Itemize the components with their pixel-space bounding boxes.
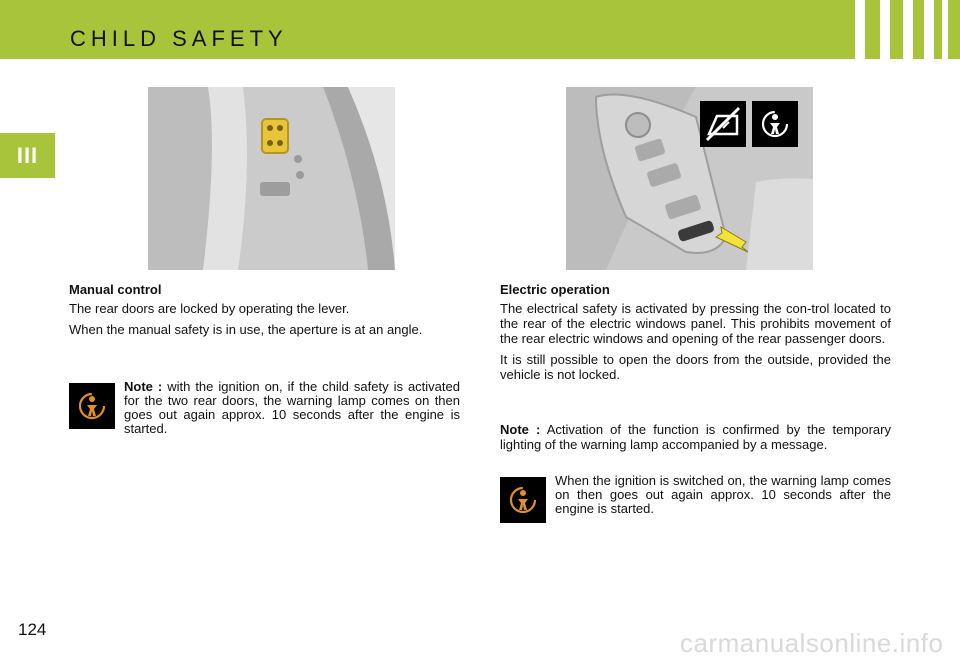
header-stripe <box>942 0 948 59</box>
header-bar <box>0 0 960 59</box>
section-heading: Manual control <box>69 282 162 297</box>
paragraph: It is still possible to open the doors from the outside, provided the vehicle is not locked. <box>500 352 891 382</box>
paragraph: The electrical safety is activated by pressing the con-trol located to the rear of the electric windows panel. This prohibits movement of the rear electric windows and opening of the rear passenger doors. <box>500 301 891 346</box>
note-block <box>124 380 460 436</box>
paragraph: When the manual safety is in use, the aperture is at an angle. <box>69 322 423 337</box>
chapter-tab <box>0 133 55 178</box>
note-label: Note : <box>500 422 541 437</box>
page-number: 124 <box>18 620 47 639</box>
electric-operation-section <box>500 282 891 388</box>
note-label: Note : <box>124 379 163 394</box>
header-stripe <box>855 0 865 59</box>
watermark: carmanualsonline.info <box>680 628 944 658</box>
window-lock-icon <box>700 101 746 147</box>
section-heading: Electric operation <box>500 282 610 297</box>
page-title: CHILD SAFETY <box>70 26 288 51</box>
door-lever-photo <box>148 87 395 270</box>
child-lock-warning-icon <box>500 477 546 523</box>
note-text: with the ignition on, if the child safety is activated for the two rear doors, the warning lamp comes on then goes out again approx. 10 seconds after the engine is started. <box>124 379 460 436</box>
note-text: Activation of the function is confirmed by the temporary lighting of the warning lamp accompanied by a message. <box>500 422 891 452</box>
chapter-label: III <box>16 142 39 168</box>
child-lock-warning-icon <box>752 101 798 147</box>
ignition-note: When the ignition is switched on, the warning lamp comes on then goes out again approx. 10 seconds after the engine is started. <box>555 473 891 516</box>
paragraph: The rear doors are locked by operating the lever. <box>69 301 350 316</box>
header-stripe <box>880 0 890 59</box>
header-stripe <box>924 0 934 59</box>
child-lock-warning-icon <box>69 383 115 429</box>
manual-control-section <box>69 282 460 343</box>
note-block <box>500 422 891 458</box>
header-stripe <box>903 0 913 59</box>
